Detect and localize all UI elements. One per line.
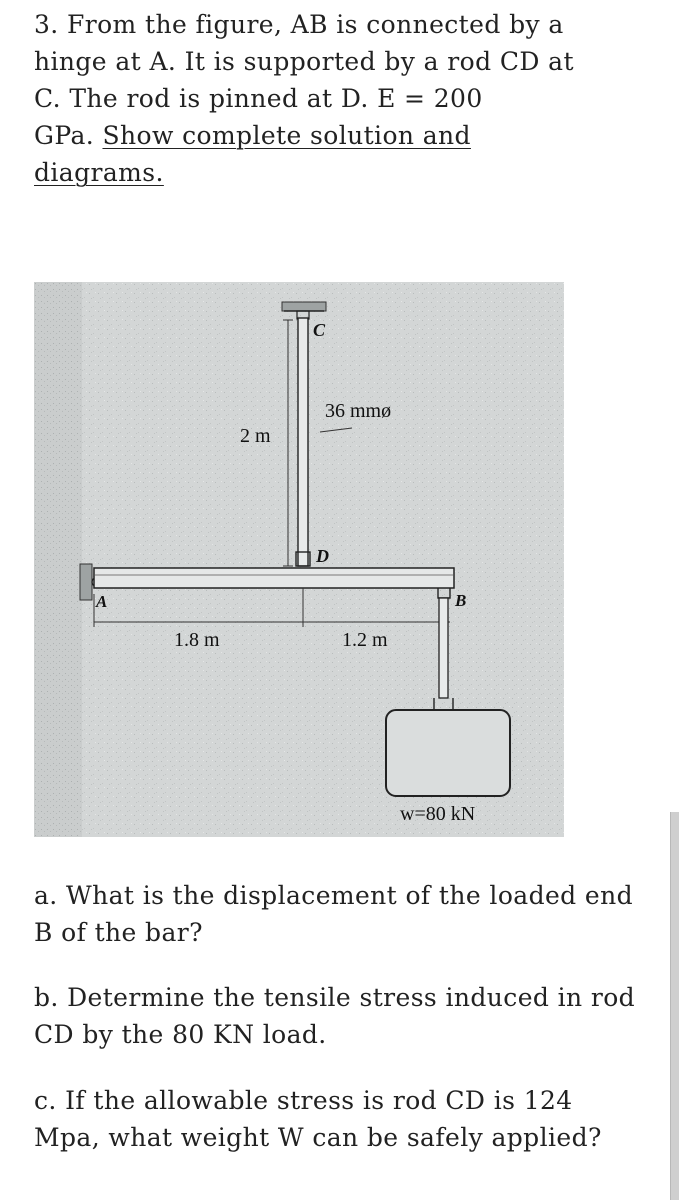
label-dist-db: 1.2 m — [342, 629, 388, 651]
ceiling-support — [282, 302, 326, 311]
problem-statement — [34, 6, 644, 191]
instruction-text: Show complete solution and — [102, 121, 471, 150]
label-diameter: 36 mmø — [325, 400, 392, 422]
vertical-scrollbar[interactable] — [670, 812, 679, 1200]
question-c: c. If the allowable stress is rod CD is 124 Mpa, what weight W can be safely applied? — [34, 1086, 602, 1152]
label-dist-ad: 1.8 m — [174, 629, 220, 651]
label-load: w=80 kN — [400, 803, 476, 825]
problem-line-3: C. The rod is pinned at D. E = 200 — [34, 84, 483, 113]
weight-block — [386, 710, 510, 796]
problem-line-1: 3. From the figure, AB is connected by a — [34, 10, 564, 39]
label-c: C — [313, 320, 326, 340]
hanger-rod — [439, 598, 448, 698]
question-b: b. Determine the tensile stress induced in rod CD by the 80 KN load. — [34, 983, 636, 1049]
hinge-support-a — [80, 564, 92, 600]
beam-ab — [94, 568, 454, 588]
label-a: A — [96, 592, 108, 611]
label-d: D — [316, 546, 329, 566]
label-b: B — [455, 591, 467, 610]
rod-cd — [298, 318, 308, 566]
question-a: a. What is the displacement of the loaded end B of the bar? — [34, 881, 634, 947]
problem-line-2: hinge at A. It is supported by a rod CD at — [34, 47, 574, 76]
instruction-text-continued: diagrams. — [34, 158, 164, 187]
beam-rod-figure — [34, 282, 564, 837]
figure-left-edge — [34, 282, 82, 837]
problem-line-4: GPa. — [34, 121, 103, 150]
label-rod-length: 2 m — [240, 425, 271, 447]
